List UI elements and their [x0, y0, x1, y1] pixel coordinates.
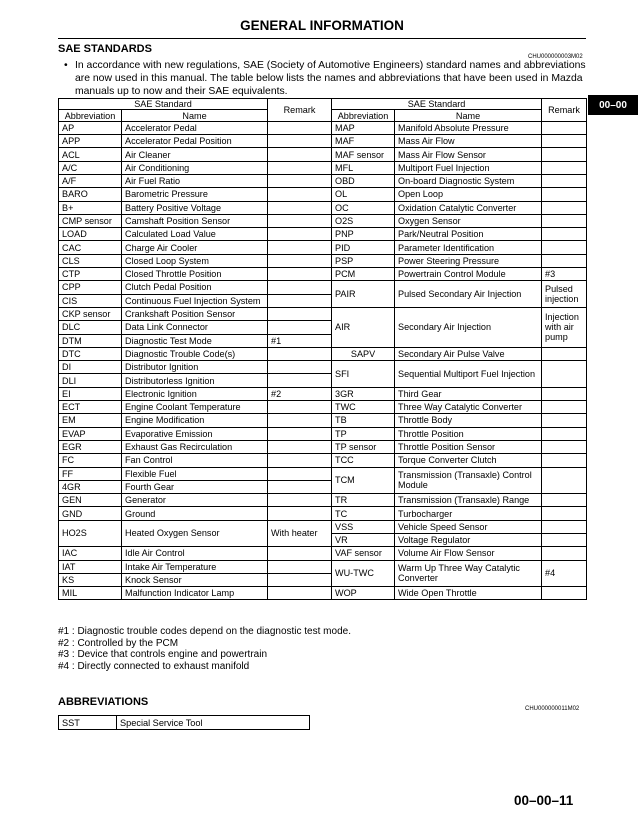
table-row: [59, 587, 587, 600]
remark-cell: [268, 414, 332, 427]
name-cell: Diagnostic Test Mode: [122, 334, 268, 347]
abbreviation-cell: TCM: [332, 467, 395, 494]
abbreviation-cell: ACL: [59, 148, 122, 161]
remark-cell: [268, 254, 332, 267]
table-row: [59, 281, 587, 294]
sae-code: CHU000000003M02: [528, 54, 583, 60]
footnote: #4 : Directly connected to exhaust manifold: [58, 661, 250, 673]
abbreviation-cell: OBD: [332, 174, 395, 187]
remark-cell: [542, 161, 587, 174]
remark-cell: [268, 587, 332, 600]
footnote: #1 : Diagnostic trouble codes depend on the diagnostic test mode.: [58, 626, 351, 637]
abbreviation-cell: O2S: [332, 214, 395, 227]
table-row: [59, 214, 587, 227]
name-cell: Air Conditioning: [122, 161, 268, 174]
sae-group-header-right: SAE Standard: [332, 99, 542, 110]
abbreviation-cell: DLC: [59, 321, 122, 334]
bullet-icon: •: [64, 60, 68, 71]
table-row: [59, 174, 587, 187]
name-header-left: Name: [122, 110, 268, 121]
title-rule: [58, 38, 586, 39]
abbreviation-cell: FF: [59, 467, 122, 480]
abbreviation-cell: WOP: [332, 587, 395, 600]
name-cell: Powertrain Control Module: [395, 268, 542, 281]
name-cell: Torque Converter Clutch: [395, 454, 542, 467]
remark-cell: [268, 161, 332, 174]
remark-cell: [542, 188, 587, 201]
remark-cell: [542, 361, 587, 388]
name-cell: Data Link Connector: [122, 321, 268, 334]
name-cell: Fourth Gear: [122, 480, 268, 493]
abbreviation-cell: CIS: [59, 294, 122, 307]
abbreviation-cell: SFI: [332, 361, 395, 388]
remark-cell: #2: [268, 387, 332, 400]
abbreviation-cell: WU-TWC: [332, 560, 395, 587]
name-header-right: Name: [395, 110, 542, 121]
remark-cell: [542, 174, 587, 187]
table-row: [59, 307, 587, 320]
name-cell: Throttle Body: [395, 414, 542, 427]
name-cell: Secondary Air Injection: [395, 307, 542, 347]
remark-cell: [542, 454, 587, 467]
abbreviation-cell: SAPV: [332, 347, 395, 360]
remark-cell: [542, 135, 587, 148]
name-cell: Voltage Regulator: [395, 533, 542, 546]
remark-cell: [268, 174, 332, 187]
remark-cell: [268, 347, 332, 360]
table-row: [59, 494, 587, 507]
name-cell: Idle Air Control: [122, 547, 268, 560]
remark-cell: #4: [542, 560, 587, 587]
name-cell: Accelerator Pedal: [122, 121, 268, 134]
table-row: [59, 161, 587, 174]
remark-cell: [542, 587, 587, 600]
remark-cell: [268, 135, 332, 148]
name-cell: Special Service Tool: [117, 716, 310, 730]
name-cell: Pulsed Secondary Air Injection: [395, 281, 542, 308]
remark-cell: [268, 241, 332, 254]
remark-cell: [268, 307, 332, 320]
remark-cell: [268, 294, 332, 307]
abbreviation-cell: APP: [59, 135, 122, 148]
abbreviation-cell: CKP sensor: [59, 307, 122, 320]
name-cell: Wide Open Throttle: [395, 587, 542, 600]
page-number: 00–00–11: [514, 793, 574, 808]
remark-cell: [268, 268, 332, 281]
table-row: [59, 135, 587, 148]
remark-cell: With heater: [268, 520, 332, 547]
remark-cell: [542, 414, 587, 427]
abbreviation-cell: GND: [59, 507, 122, 520]
remark-cell: [542, 387, 587, 400]
table-row: [59, 241, 587, 254]
abbreviation-cell: CLS: [59, 254, 122, 267]
remark-cell: [268, 507, 332, 520]
abbreviation-cell: KS: [59, 573, 122, 586]
name-cell: Exhaust Gas Recirculation: [122, 440, 268, 453]
sae-group-header-left: SAE Standard: [59, 99, 268, 110]
name-cell: Calculated Load Value: [122, 228, 268, 241]
abbreviation-cell: EI: [59, 387, 122, 400]
remark-cell: [542, 401, 587, 414]
sae-intro: [64, 59, 586, 98]
abbreviation-cell: HO2S: [59, 520, 122, 547]
abbreviation-cell: FC: [59, 454, 122, 467]
name-cell: Multiport Fuel Injection: [395, 161, 542, 174]
name-cell: Closed Loop System: [122, 254, 268, 267]
name-cell: Diagnostic Trouble Code(s): [122, 347, 268, 360]
name-cell: Warm Up Three Way Catalytic Converter: [395, 560, 542, 587]
remark-cell: [268, 401, 332, 414]
name-cell: Electronic Ignition: [122, 387, 268, 400]
name-cell: Park/Neutral Position: [395, 228, 542, 241]
abbreviation-header-right: Abbreviation: [332, 110, 395, 121]
abbreviation-cell: TC: [332, 507, 395, 520]
name-cell: Intake Air Temperature: [122, 560, 268, 573]
name-cell: Mass Air Flow: [395, 135, 542, 148]
remark-cell: [268, 201, 332, 214]
name-cell: Volume Air Flow Sensor: [395, 547, 542, 560]
abbreviation-cell: AP: [59, 121, 122, 134]
remark-cell: [542, 228, 587, 241]
name-cell: Turbocharger: [395, 507, 542, 520]
abbreviation-cell: B+: [59, 201, 122, 214]
name-cell: Open Loop: [395, 188, 542, 201]
name-cell: Throttle Position Sensor: [395, 440, 542, 453]
remark-cell: [268, 148, 332, 161]
remark-cell: [542, 214, 587, 227]
table-row: [59, 507, 587, 520]
remark-cell: [268, 374, 332, 387]
remark-cell: [542, 533, 587, 546]
abbreviation-cell: LOAD: [59, 228, 122, 241]
abbreviation-cell: CMP sensor: [59, 214, 122, 227]
abbreviation-cell: 3GR: [332, 387, 395, 400]
abbreviation-cell: TR: [332, 494, 395, 507]
name-cell: Secondary Air Pulse Valve: [395, 347, 542, 360]
name-cell: Vehicle Speed Sensor: [395, 520, 542, 533]
abbreviation-cell: OL: [332, 188, 395, 201]
table-row: [59, 387, 587, 400]
table-row: [59, 201, 587, 214]
name-cell: Fan Control: [122, 454, 268, 467]
remark-cell: [268, 560, 332, 573]
name-cell: Oxygen Sensor: [395, 214, 542, 227]
name-cell: Accelerator Pedal Position: [122, 135, 268, 148]
abbreviation-header-left: Abbreviation: [59, 110, 122, 121]
abbreviation-cell: TB: [332, 414, 395, 427]
name-cell: Closed Throttle Position: [122, 268, 268, 281]
name-cell: Power Steering Pressure: [395, 254, 542, 267]
remark-cell: [542, 241, 587, 254]
sae-heading: SAE STANDARDS: [58, 43, 152, 55]
name-cell: Camshaft Position Sensor: [122, 214, 268, 227]
name-cell: Distributorless Ignition: [122, 374, 268, 387]
name-cell: On-board Diagnostic System: [395, 174, 542, 187]
abbreviation-cell: CAC: [59, 241, 122, 254]
abbreviation-cell: IAC: [59, 547, 122, 560]
name-cell: Air Cleaner: [122, 148, 268, 161]
remark-cell: [268, 228, 332, 241]
name-cell: Heated Oxygen Sensor: [122, 520, 268, 547]
abbreviation-cell: DLI: [59, 374, 122, 387]
name-cell: Barometric Pressure: [122, 188, 268, 201]
name-cell: Flexible Fuel: [122, 467, 268, 480]
abbreviation-cell: A/F: [59, 174, 122, 187]
table-row: [59, 414, 587, 427]
page-title: GENERAL INFORMATION: [240, 18, 404, 33]
abbreviation-cell: AIR: [332, 307, 395, 347]
name-cell: Battery Positive Voltage: [122, 201, 268, 214]
name-cell: Charge Air Cooler: [122, 241, 268, 254]
remark-cell: [542, 547, 587, 560]
abbreviation-cell: MAF: [332, 135, 395, 148]
remark-cell: [268, 361, 332, 374]
remark-cell: [542, 254, 587, 267]
name-cell: Mass Air Flow Sensor: [395, 148, 542, 161]
remark-cell: [268, 480, 332, 493]
remark-cell: [268, 281, 332, 294]
table-row: [59, 347, 587, 360]
abbreviation-cell: 4GR: [59, 480, 122, 493]
abbreviation-cell: CTP: [59, 268, 122, 281]
remark-header-left: Remark: [268, 99, 332, 122]
abbreviation-cell: PSP: [332, 254, 395, 267]
name-cell: Crankshaft Position Sensor: [122, 307, 268, 320]
abbreviation-cell: DTM: [59, 334, 122, 347]
name-cell: Parameter Identification: [395, 241, 542, 254]
table-row: [59, 560, 587, 573]
name-cell: Evaporative Emission: [122, 427, 268, 440]
abbreviation-cell: VAF sensor: [332, 547, 395, 560]
remark-cell: [542, 121, 587, 134]
abbreviation-cell: DI: [59, 361, 122, 374]
remark-cell: [268, 321, 332, 334]
abbreviation-cell: TCC: [332, 454, 395, 467]
remark-cell: [542, 467, 587, 494]
abbreviation-cell: PCM: [332, 268, 395, 281]
abbreviation-cell: A/C: [59, 161, 122, 174]
remark-cell: [268, 188, 332, 201]
abbreviation-cell: SST: [59, 716, 117, 730]
remark-cell: [542, 148, 587, 161]
table-row: [59, 401, 587, 414]
footnote: #2 : Controlled by the PCM: [58, 637, 179, 649]
abbreviation-cell: ECT: [59, 401, 122, 414]
name-cell: Transmission (Transaxle) Range: [395, 494, 542, 507]
abbreviation-cell: MAF sensor: [332, 148, 395, 161]
sae-header-row-1: [59, 99, 587, 110]
remark-cell: [542, 520, 587, 533]
table-row: [59, 467, 587, 480]
abbreviation-cell: PAIR: [332, 281, 395, 308]
abbreviation-cell: MAP: [332, 121, 395, 134]
remark-cell: [268, 547, 332, 560]
table-row: [59, 121, 587, 134]
abbreviation-cell: PID: [332, 241, 395, 254]
abbreviation-cell: EGR: [59, 440, 122, 453]
name-cell: Ground: [122, 507, 268, 520]
name-cell: Clutch Pedal Position: [122, 281, 268, 294]
name-cell: Generator: [122, 494, 268, 507]
name-cell: Continuous Fuel Injection System: [122, 294, 268, 307]
name-cell: Knock Sensor: [122, 573, 268, 586]
sae-table: [58, 98, 587, 600]
table-row: [59, 268, 587, 281]
abbreviation-cell: DTC: [59, 347, 122, 360]
abbreviation-cell: PNP: [332, 228, 395, 241]
table-row: [59, 427, 587, 440]
remark-cell: #3: [542, 268, 587, 281]
name-cell: Malfunction Indicator Lamp: [122, 587, 268, 600]
section-tab: 00–00: [588, 95, 638, 115]
name-cell: Manifold Absolute Pressure: [395, 121, 542, 134]
abbreviation-cell: MIL: [59, 587, 122, 600]
sae-intro-text: In accordance with new regulations, SAE (Society of Automotive Engineers) standard names and abbreviations are now used in this manual. The table below lists the names and abbreviations that have been used in Mazda manuals up to now and their SAE equivalents.: [75, 60, 586, 97]
abbreviations-table: [58, 715, 310, 730]
remark-cell: Injection with air pump: [542, 307, 587, 347]
remark-cell: [268, 454, 332, 467]
abbreviation-cell: TP: [332, 427, 395, 440]
name-cell: Transmission (Transaxle) Control Module: [395, 467, 542, 494]
table-row: [59, 254, 587, 267]
name-cell: Air Fuel Ratio: [122, 174, 268, 187]
abbreviation-cell: OC: [332, 201, 395, 214]
footnotes: [58, 626, 351, 673]
name-cell: Engine Modification: [122, 414, 268, 427]
remark-cell: [542, 347, 587, 360]
table-row: [59, 520, 587, 533]
remark-cell: [542, 201, 587, 214]
table-row: [59, 716, 310, 730]
name-cell: Distributor Ignition: [122, 361, 268, 374]
name-cell: Three Way Catalytic Converter: [395, 401, 542, 414]
remark-cell: [542, 427, 587, 440]
name-cell: Third Gear: [395, 387, 542, 400]
abbreviation-cell: TP sensor: [332, 440, 395, 453]
table-row: [59, 547, 587, 560]
abbreviation-cell: MFL: [332, 161, 395, 174]
table-row: [59, 148, 587, 161]
abbreviations-code: CHU000000011M02: [525, 706, 580, 712]
abbreviations-heading: ABBREVIATIONS: [58, 696, 149, 708]
table-row: [59, 440, 587, 453]
abbreviation-cell: VR: [332, 533, 395, 546]
remark-cell: [268, 214, 332, 227]
name-cell: Sequential Multiport Fuel Injection: [395, 361, 542, 388]
name-cell: Oxidation Catalytic Converter: [395, 201, 542, 214]
remark-cell: [268, 494, 332, 507]
remark-cell: [268, 573, 332, 586]
remark-cell: Pulsed injection: [542, 281, 587, 308]
abbreviation-cell: EVAP: [59, 427, 122, 440]
table-row: [59, 228, 587, 241]
abbreviation-cell: TWC: [332, 401, 395, 414]
name-cell: Throttle Position: [395, 427, 542, 440]
remark-cell: [268, 467, 332, 480]
abbreviation-cell: BARO: [59, 188, 122, 201]
remark-cell: [542, 440, 587, 453]
abbreviation-cell: EM: [59, 414, 122, 427]
abbreviation-cell: GEN: [59, 494, 122, 507]
remark-cell: [542, 494, 587, 507]
abbreviation-cell: VSS: [332, 520, 395, 533]
remark-header-right: Remark: [542, 99, 587, 122]
abbreviation-cell: CPP: [59, 281, 122, 294]
name-cell: Engine Coolant Temperature: [122, 401, 268, 414]
remark-cell: [268, 121, 332, 134]
abbreviation-cell: IAT: [59, 560, 122, 573]
footnote: #3 : Device that controls engine and powertrain: [58, 649, 268, 661]
table-row: [59, 454, 587, 467]
remark-cell: [268, 440, 332, 453]
table-row: [59, 361, 587, 374]
table-row: [59, 188, 587, 201]
remark-cell: [268, 427, 332, 440]
remark-cell: #1: [268, 334, 332, 347]
remark-cell: [542, 507, 587, 520]
